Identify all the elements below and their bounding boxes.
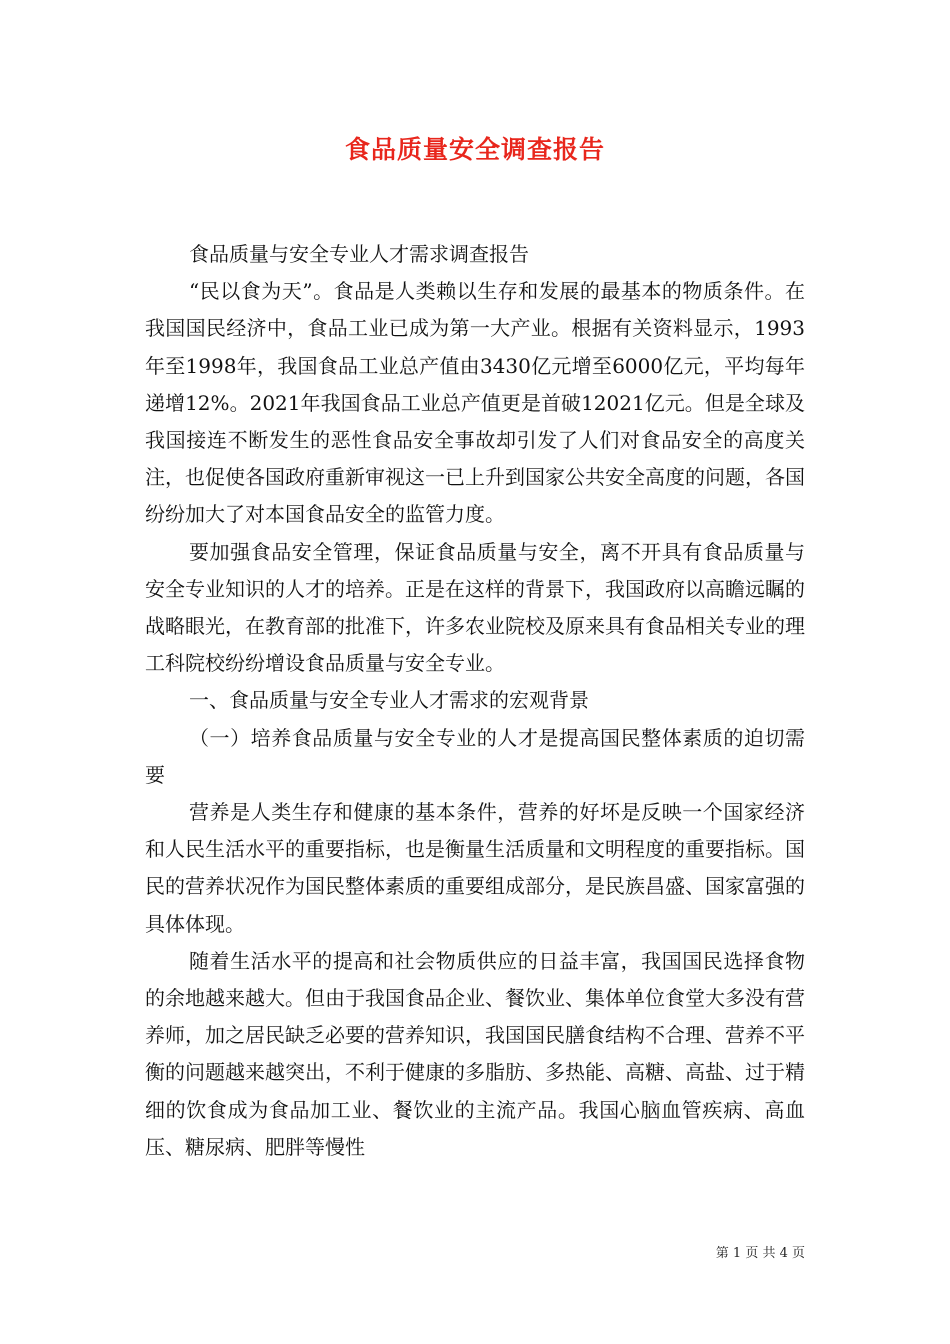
paragraph-intro: “民以食为天”。食品是人类赖以生存和发展的最基本的物质条件。在我国国民经济中，食品工业已成为第一大产业。根据有关资料显示，1993年至1998年，我国食品工业总产值由3430亿元增至6000亿元，平均每年递增12%。2021年我国食品工业总产值更是首破12021亿元。但是全球及我国接连不断发生的恶性食品安全事故却引发了人们对食品安全的高度关注，也促使各国政府重新审视这一已上升到国家公共安全高度的问题，各国纷纷加大了对本国食品安全的监管力度。 (145, 279, 805, 527)
section-heading-1: 一、食品质量与安全专业人才需求的宏观背景 (189, 688, 589, 713)
paragraph-nutrition: 营养是人类生存和健康的基本条件，营养的好坏是反映一个国家经济和人民生活水平的重要指标，也是衡量生活质量和文明程度的重要指标。国民的营养状况作为国民整体素质的重要组成部分，是民族昌盛、国家富强的具体体现。 (145, 800, 805, 936)
report-subtitle: 食品质量与安全专业人才需求调查报告 (189, 242, 529, 266)
paragraph-living-standard: 随着生活水平的提高和社会物质供应的日益丰富，我国国民选择食物的余地越来越大。但由于我国食品企业、餐饮业、集体单位食堂大多没有营养师，加之居民缺乏必要的营养知识，我国国民膳食结构不合理、营养不平衡的问题越来越突出，不利于健康的多脂肪、多热能、高糖、高盐、过于精细的饮食成为食品加工业、餐饮业的主流产品。我国心脑血管疾病、高血压、糖尿病、肥胖等慢性 (145, 948, 805, 1159)
document-title: 食品质量安全调查报告 (344, 135, 605, 164)
subsection-heading-1: （一）培养食品质量与安全专业的人才是提高国民整体素质的迫切需要 (145, 725, 805, 787)
document-body (145, 236, 805, 1166)
page-number-footer: 第 1 页 共 4 页 (715, 1246, 805, 1261)
paragraph-talent-training: 要加强食品安全管理，保证食品质量与安全，离不开具有食品质量与安全专业知识的人才的培养。正是在这样的背景下，我国政府以高瞻远瞩的战略眼光，在教育部的批准下，许多农业院校及原来具有食品相关专业的理工科院校纷纷增设食品质量与安全专业。 (145, 539, 805, 676)
